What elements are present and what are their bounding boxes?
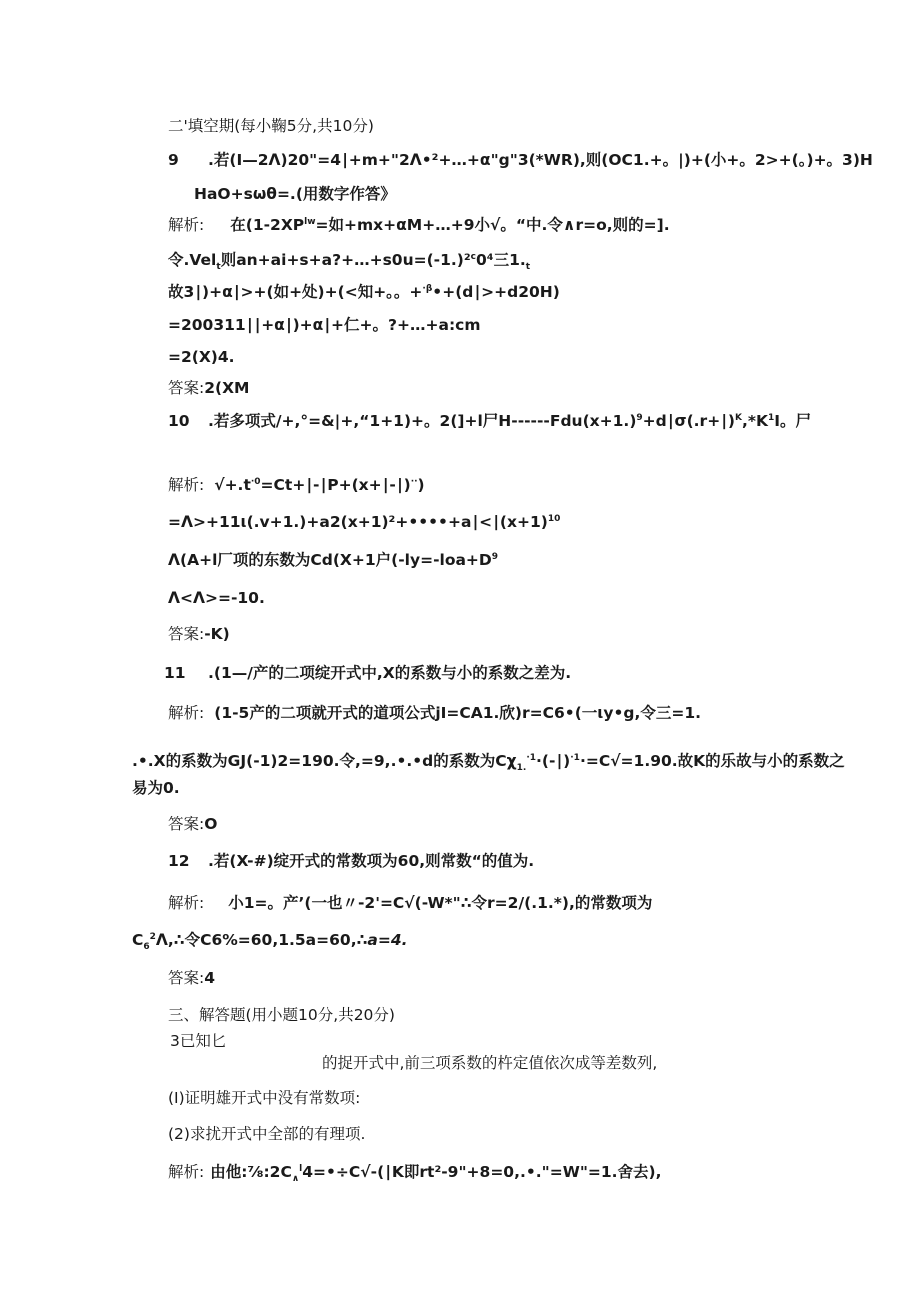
analysis-text: 4=•÷C√-(∣K即rt²-9"+8=0,.•."=W"=1.舍去), — [302, 1163, 662, 1181]
subscript: t — [216, 262, 221, 273]
superscript: ·1 — [570, 752, 580, 763]
analysis-text: =200311∣∣+α∣)+α∣+仁+。?+…+a:cm — [168, 316, 481, 334]
superscript: 2 — [149, 931, 156, 942]
question-9 — [168, 150, 873, 170]
question-11 — [164, 663, 571, 683]
analysis-line — [168, 250, 530, 277]
analysis-line — [132, 751, 845, 778]
question-text: .若多项式/+,°=&|+,“1+1)+。2(]+l尸H------Fdu(x+1.) — [208, 412, 637, 430]
analysis-label: 解析: — [168, 216, 205, 234]
question-part-1: (I)证明雄开式中没有常数项: — [168, 1089, 361, 1107]
question-text: .若(X-#)绽开式的常数项为60,则常数“的值为. — [208, 852, 535, 870]
analysis-line — [132, 930, 408, 957]
analysis-line — [132, 778, 180, 798]
answer-line — [168, 624, 230, 644]
answer-value: -K) — [204, 625, 230, 643]
analysis-line — [168, 893, 652, 913]
subscript: ∧ — [291, 1174, 300, 1185]
analysis-text: =如+mx+αM+…+9小√。“中.令∧r=o,则的=]. — [315, 216, 670, 234]
answer-value: 4 — [204, 969, 216, 987]
analysis-label: 解析: — [168, 1163, 205, 1181]
subscript: 6 — [143, 942, 150, 953]
analysis-text: Λ,∴令C6%=60,1.5a=60, — [155, 931, 357, 949]
superscript: c — [470, 251, 477, 262]
question-text: +d∣σ(.r+∣) — [642, 412, 736, 430]
section-3-heading: 三、解答题(用小题10分,共20分) — [168, 1006, 395, 1024]
question-number: 11 — [164, 664, 186, 682]
question-part — [168, 1088, 360, 1108]
analysis-text: 则an+ai+s+a?+…+s0u=(-1.)² — [220, 251, 471, 269]
analysis-line — [168, 512, 560, 532]
analysis-line — [168, 475, 425, 495]
question-text: .(1—/产的二项绽开式中,X的系数与小的系数之差为. — [208, 664, 572, 682]
superscript: K — [735, 412, 742, 423]
analysis-text: ·=C√=1.90.故K的乐故与小的系数之 — [579, 752, 845, 770]
answer-label: 答案: — [168, 815, 205, 833]
superscript: lw — [304, 216, 316, 227]
answer-label: 答案: — [168, 969, 205, 987]
question-text: 3已知匕 — [170, 1032, 227, 1050]
analysis-text: 易为0. — [132, 779, 180, 797]
analysis-text: (1-5产的二项就开式的道项公式jI=CA1.欣)r=C6•(一ιy•g,令三=1. — [214, 704, 701, 722]
analysis-line — [168, 703, 701, 723]
analysis-text: Λ(A+l厂项的东数为Cd(X+1户(-ly=-loa+D — [168, 551, 492, 569]
analysis-text: .•.X的系数为GJ(-1)2=190.令,=9,.•.•d的系数为Cχ — [132, 752, 517, 770]
analysis-line — [168, 315, 481, 335]
analysis-line — [168, 1162, 662, 1189]
question-13 — [170, 1031, 226, 1051]
answer-line — [168, 378, 249, 398]
question-12 — [168, 851, 534, 871]
analysis-text: 小1=。产’(一也〃-2'=C√(-W*"∴令r=2/(.1.*),的常数项为 — [228, 894, 653, 912]
analysis-text: 故3∣)+α∣>+(如+处)+(<知+。。+ — [168, 283, 423, 301]
analysis-text: Λ<Λ>=-10. — [168, 589, 265, 607]
analysis-text: =Ct+∣-∣P+(x+∣-∣) — [260, 476, 411, 494]
question-part-2: (2)求扰开式中全部的有理项. — [168, 1125, 366, 1143]
analysis-text: •+(d∣>+d20H) — [432, 283, 560, 301]
answer-label: 答案: — [168, 625, 205, 643]
analysis-text: 0⁴三1. — [476, 251, 526, 269]
superscript: 1 — [768, 412, 775, 423]
superscript: 10 — [547, 513, 561, 524]
analysis-text: ∴a=4. — [356, 931, 408, 949]
question-10 — [168, 411, 811, 431]
analysis-text: 在(1-2XP — [230, 216, 305, 234]
question-9-line-2 — [194, 184, 396, 204]
analysis-line — [168, 215, 670, 235]
section-heading — [168, 1005, 395, 1025]
answer-line — [168, 968, 215, 988]
subscript: 1. — [516, 763, 527, 774]
superscript: 9 — [636, 412, 643, 423]
analysis-label: 解析: — [168, 894, 205, 912]
superscript: ·0 — [250, 476, 261, 487]
question-text: I。尸 — [774, 412, 812, 430]
question-number: 10 — [168, 412, 190, 430]
answer-line — [168, 814, 217, 834]
question-text: HaO+sωθ=.(用数字作答》 — [194, 185, 396, 203]
analysis-text: 令.Vel — [168, 251, 217, 269]
question-number: 12 — [168, 852, 190, 870]
superscript: l — [299, 1163, 303, 1174]
analysis-text: ) — [417, 476, 425, 494]
superscript: ·1 — [526, 752, 537, 763]
question-text: 的捉开式中,前三项系数的杵定值依次成等差数列, — [322, 1054, 658, 1072]
analysis-label: 解析: — [168, 476, 205, 494]
section-heading — [168, 116, 374, 136]
analysis-line — [168, 282, 560, 302]
analysis-line — [168, 550, 498, 570]
analysis-text: √+.t — [214, 476, 251, 494]
question-text: ,*K — [742, 412, 769, 430]
question-text: .若(I—2Λ)20"=4∣+m+"2Λ•²+…+α"g"3(*WR),则(OC1.+。|)+(小+。2>+(。)+。3)H — [208, 151, 873, 169]
analysis-text: C — [132, 931, 144, 949]
analysis-label: 解析: — [168, 704, 205, 722]
subscript: t — [525, 262, 531, 273]
analysis-text: =2(X)4. — [168, 348, 235, 366]
superscript: ·· — [410, 476, 418, 487]
analysis-line — [168, 347, 235, 367]
question-number: 9 — [168, 151, 179, 169]
answer-value: 2(XM — [204, 379, 250, 397]
question-13-line-2 — [322, 1053, 657, 1073]
section-2-heading: 二'填空期(每小鞠5分,共10分) — [168, 117, 374, 135]
superscript: 9 — [491, 551, 499, 562]
answer-value: O — [204, 815, 218, 833]
question-part — [168, 1124, 365, 1144]
analysis-line — [168, 588, 265, 608]
analysis-text: ·(-∣) — [536, 752, 571, 770]
superscript: ·β — [422, 283, 433, 294]
analysis-text: =Λ>+11ι(.v+1.)+a2(x+1)²+••••+a∣<∣(x+1) — [168, 513, 548, 531]
analysis-text: 由他:⅞:2C — [210, 1163, 292, 1181]
answer-label: 答案: — [168, 379, 205, 397]
